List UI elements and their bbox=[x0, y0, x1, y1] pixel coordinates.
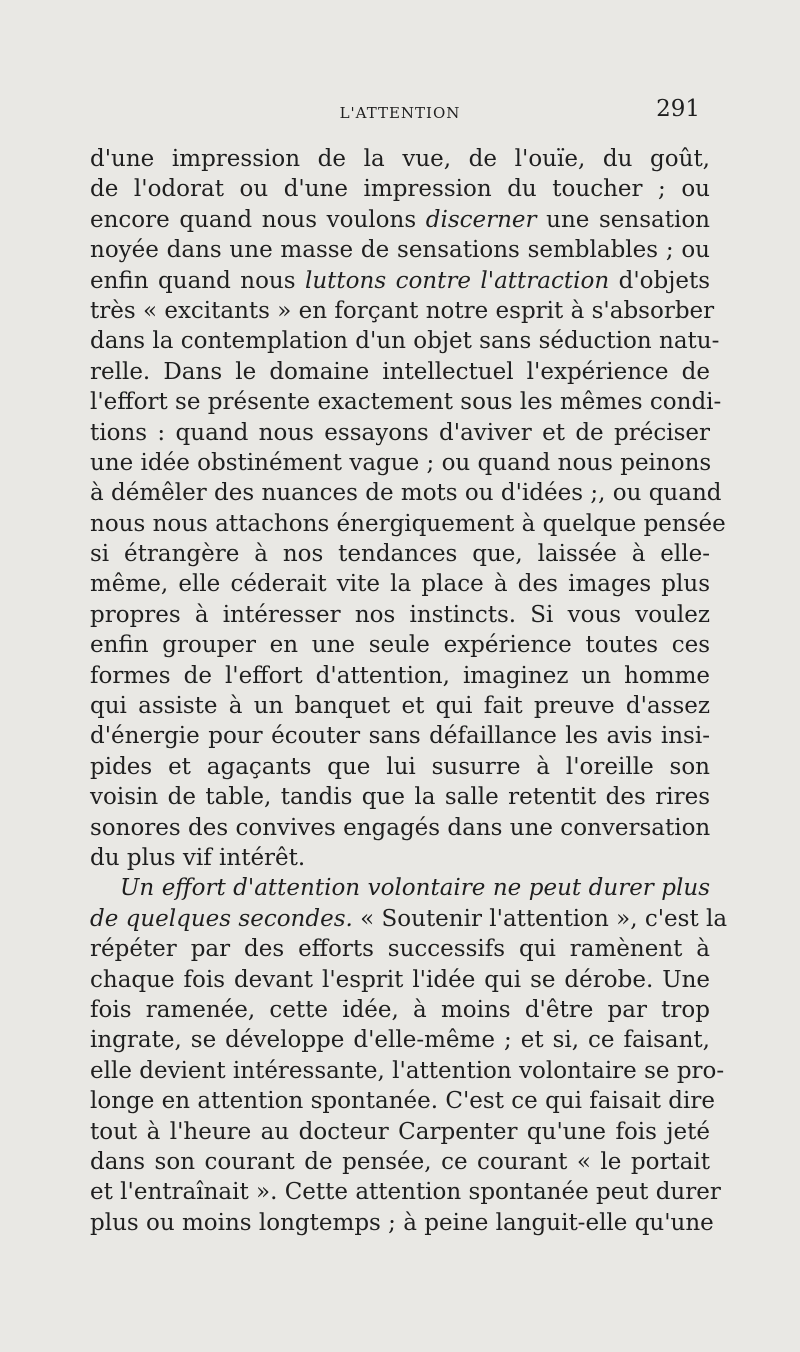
text-line bbox=[90, 326, 720, 356]
text-line bbox=[90, 752, 710, 782]
text-line bbox=[90, 174, 710, 204]
text-segment: ingrate, se développe d'elle-même ; et si, ce faisant, bbox=[90, 1027, 710, 1054]
text-segment: propres à intéresser nos instincts. Si vous voulez bbox=[90, 601, 710, 628]
text-line bbox=[90, 387, 722, 417]
running-title: L'ATTENTION bbox=[339, 104, 461, 122]
text-line bbox=[90, 1208, 714, 1238]
italic-text: luttons contre l'attraction bbox=[305, 267, 610, 294]
text-segment: plus ou moins longtemps ; à peine languit-elle qu'une bbox=[90, 1209, 714, 1236]
text-segment: enfin grouper en une seule expérience toutes ces bbox=[90, 632, 710, 659]
text-segment: sonores des convives engagés dans une conversation bbox=[90, 814, 711, 841]
text-segment: répéter par des efforts successifs qui ramènent à bbox=[90, 936, 710, 963]
text-segment: même, elle céderait vite la place à des images plus bbox=[90, 571, 710, 598]
text-line bbox=[90, 995, 710, 1025]
text-segment: dans son courant de pensée, ce courant « le portait bbox=[90, 1148, 710, 1175]
text-segment: enfin quand nous bbox=[90, 267, 305, 294]
page-number: 291 bbox=[656, 96, 700, 122]
text-line bbox=[90, 144, 710, 174]
text-segment: pides et agaçants que lui susurre à l'oreille son bbox=[90, 753, 710, 780]
text-line bbox=[90, 813, 710, 843]
text-line bbox=[90, 266, 710, 296]
text-segment: fois ramenée, cette idée, à moins d'être par trop bbox=[90, 996, 710, 1023]
text-segment: qui assiste à un banquet et qui fait preuve d'assez bbox=[90, 693, 710, 720]
text-line bbox=[90, 873, 710, 903]
italic-text: de quelques secondes. bbox=[90, 905, 353, 932]
text-line bbox=[90, 934, 710, 964]
text-segment: d'énergie pour écouter sans défaillance les avis insi- bbox=[90, 723, 710, 750]
text-line bbox=[90, 235, 710, 265]
text-segment: formes de l'effort d'attention, imaginez un homme bbox=[90, 662, 710, 689]
italic-text: discerner bbox=[425, 206, 537, 233]
text-line bbox=[90, 448, 710, 478]
text-line bbox=[90, 1056, 725, 1086]
text-line bbox=[90, 418, 710, 448]
text-segment: une sensation bbox=[536, 206, 710, 233]
text-segment: tions : quand nous essayons d'aviver et de préciser bbox=[90, 419, 710, 446]
text-segment: du plus vif intérêt. bbox=[90, 844, 306, 871]
text-segment: l'effort se présente exactement sous les mêmes condi- bbox=[90, 389, 722, 416]
text-line bbox=[90, 782, 710, 812]
text-segment: chaque fois devant l'esprit l'idée qui se dérobe. Une bbox=[90, 966, 710, 993]
text-segment: nous nous attachons énergiquement à quelque pensée bbox=[90, 510, 726, 537]
text-line bbox=[90, 843, 710, 873]
text-line bbox=[90, 904, 728, 934]
text-line bbox=[90, 630, 710, 660]
text-segment: longe en attention spontanée. C'est ce qui faisait dire bbox=[90, 1088, 715, 1115]
text-segment: de l'odorat ou d'une impression du toucher ; ou bbox=[90, 176, 710, 203]
text-segment: elle devient intéressante, l'attention volontaire se pro- bbox=[90, 1057, 725, 1084]
text-line bbox=[90, 478, 722, 508]
text-segment: encore quand nous voulons bbox=[90, 206, 426, 233]
text-line bbox=[90, 721, 710, 751]
text-segment: « Soutenir l'attention », c'est la bbox=[352, 905, 728, 932]
italic-text: Un effort d'attention volontaire ne peut durer plus bbox=[120, 875, 710, 902]
text-line bbox=[90, 600, 710, 630]
text-line bbox=[90, 205, 710, 235]
text-line bbox=[90, 965, 710, 995]
text-segment: si étrangère à nos tendances que, laissée à elle- bbox=[90, 541, 710, 568]
text-line bbox=[90, 1086, 715, 1116]
text-line bbox=[90, 1147, 710, 1177]
text-line bbox=[90, 357, 710, 387]
text-line bbox=[90, 569, 710, 599]
text-segment: très « excitants » en forçant notre esprit à s'absorber bbox=[90, 297, 715, 324]
text-line bbox=[90, 1177, 721, 1207]
text-line bbox=[90, 509, 726, 539]
text-line bbox=[90, 539, 710, 569]
text-line bbox=[90, 296, 715, 326]
text-segment: d'objets bbox=[609, 267, 710, 294]
text-segment: dans la contemplation d'un objet sans séduction natu- bbox=[90, 328, 720, 355]
text-line bbox=[90, 1117, 710, 1147]
text-segment: voisin de table, tandis que la salle retentit des rires bbox=[90, 784, 710, 811]
running-head bbox=[90, 96, 710, 126]
text-segment: à démêler des nuances de mots ou d'idées ;, ou quand bbox=[90, 480, 722, 507]
text-line bbox=[90, 1025, 710, 1055]
text-segment: noyée dans une masse de sensations semblables ; ou bbox=[90, 237, 710, 264]
body-text bbox=[90, 144, 728, 1238]
text-segment: et l'entraînait ». Cette attention spontanée peut durer bbox=[90, 1179, 721, 1206]
text-line bbox=[90, 661, 710, 691]
text-line bbox=[90, 691, 710, 721]
text-segment: d'une impression de la vue, de l'ouïe, du goût, bbox=[90, 146, 710, 172]
text-segment: une idée obstinément vague ; ou quand nous peinons bbox=[90, 449, 712, 476]
text-segment: relle. Dans le domaine intellectuel l'expérience de bbox=[90, 358, 710, 385]
text-segment: tout à l'heure au docteur Carpenter qu'une fois jeté bbox=[90, 1118, 710, 1145]
